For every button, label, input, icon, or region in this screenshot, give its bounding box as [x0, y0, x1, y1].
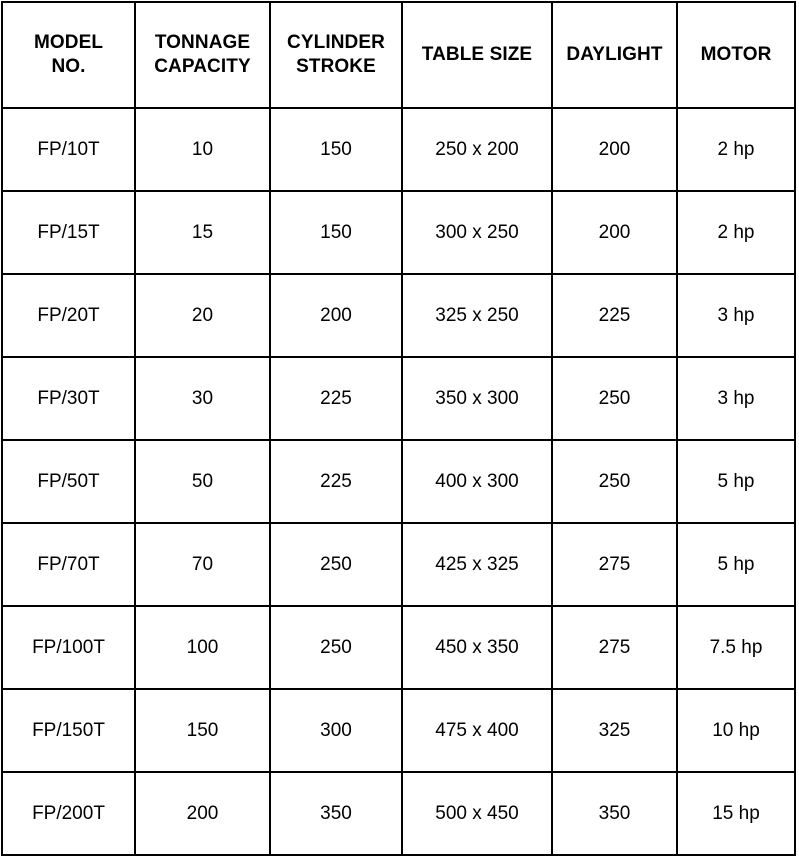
- cell-model: FP/10T: [2, 108, 135, 191]
- cell-tonnage: 15: [135, 191, 270, 274]
- column-header-model-no-line2: NO.: [51, 56, 86, 77]
- table-row: [2, 274, 795, 357]
- cell-motor: 5 hp: [677, 440, 795, 523]
- cell-table-size: 250 x 200: [402, 108, 552, 191]
- column-header-model-no: [2, 2, 135, 108]
- cell-table-size: 450 x 350: [402, 606, 552, 689]
- table-row: [2, 772, 795, 855]
- column-header-cylinder-stroke-line1: CYLINDER: [287, 32, 385, 54]
- table-header: [2, 2, 795, 108]
- cell-table-size: 325 x 250: [402, 274, 552, 357]
- cell-model: FP/100T: [2, 606, 135, 689]
- cell-model: FP/20T: [2, 274, 135, 357]
- cell-daylight: 250: [552, 357, 677, 440]
- column-header-cylinder-stroke-line2: STROKE: [296, 56, 376, 77]
- cell-table-size: 350 x 300: [402, 357, 552, 440]
- cell-daylight: 225: [552, 274, 677, 357]
- column-header-daylight-line1: DAYLIGHT: [566, 44, 663, 66]
- table-row: [2, 191, 795, 274]
- cell-daylight: 200: [552, 108, 677, 191]
- cell-tonnage: 20: [135, 274, 270, 357]
- cell-tonnage: 50: [135, 440, 270, 523]
- cell-motor: 2 hp: [677, 191, 795, 274]
- column-header-tonnage-capacity-line1: TONNAGE: [154, 32, 251, 54]
- cell-tonnage: 200: [135, 772, 270, 855]
- cell-stroke: 225: [270, 357, 402, 440]
- cell-stroke: 225: [270, 440, 402, 523]
- column-header-daylight: [552, 2, 677, 108]
- table-row: [2, 357, 795, 440]
- cell-tonnage: 100: [135, 606, 270, 689]
- cell-stroke: 150: [270, 191, 402, 274]
- table-row: [2, 440, 795, 523]
- cell-motor: 5 hp: [677, 523, 795, 606]
- table-header-row: [2, 2, 795, 108]
- cell-motor: 7.5 hp: [677, 606, 795, 689]
- cell-model: FP/200T: [2, 772, 135, 855]
- cell-tonnage: 10: [135, 108, 270, 191]
- column-header-tonnage-capacity: [135, 2, 270, 108]
- cell-stroke: 200: [270, 274, 402, 357]
- column-header-motor-line1: MOTOR: [700, 44, 772, 66]
- column-header-tonnage-capacity-line2: CAPACITY: [154, 56, 251, 77]
- cell-daylight: 275: [552, 523, 677, 606]
- cell-motor: 10 hp: [677, 689, 795, 772]
- cell-tonnage: 70: [135, 523, 270, 606]
- column-header-model-no-line1: MODEL: [33, 32, 104, 54]
- cell-tonnage: 30: [135, 357, 270, 440]
- column-header-table-size-line1: TABLE SIZE: [421, 44, 533, 66]
- cell-model: FP/15T: [2, 191, 135, 274]
- cell-stroke: 150: [270, 108, 402, 191]
- cell-model: FP/150T: [2, 689, 135, 772]
- table-row: [2, 606, 795, 689]
- table-row: [2, 689, 795, 772]
- cell-tonnage: 150: [135, 689, 270, 772]
- cell-stroke: 300: [270, 689, 402, 772]
- table-row: [2, 523, 795, 606]
- cell-table-size: 500 x 450: [402, 772, 552, 855]
- cell-table-size: 400 x 300: [402, 440, 552, 523]
- cell-motor: 3 hp: [677, 357, 795, 440]
- column-header-table-size: [402, 2, 552, 108]
- cell-model: FP/50T: [2, 440, 135, 523]
- cell-table-size: 475 x 400: [402, 689, 552, 772]
- cell-daylight: 325: [552, 689, 677, 772]
- cell-stroke: 250: [270, 606, 402, 689]
- cell-motor: 2 hp: [677, 108, 795, 191]
- cell-model: FP/70T: [2, 523, 135, 606]
- table-body: [2, 108, 795, 855]
- cell-motor: 15 hp: [677, 772, 795, 855]
- specification-table: [1, 1, 796, 856]
- cell-daylight: 250: [552, 440, 677, 523]
- column-header-motor: [677, 2, 795, 108]
- cell-table-size: 425 x 325: [402, 523, 552, 606]
- cell-model: FP/30T: [2, 357, 135, 440]
- cell-table-size: 300 x 250: [402, 191, 552, 274]
- table-row: [2, 108, 795, 191]
- cell-daylight: 275: [552, 606, 677, 689]
- cell-stroke: 250: [270, 523, 402, 606]
- cell-motor: 3 hp: [677, 274, 795, 357]
- cell-daylight: 350: [552, 772, 677, 855]
- cell-stroke: 350: [270, 772, 402, 855]
- cell-daylight: 200: [552, 191, 677, 274]
- column-header-cylinder-stroke: [270, 2, 402, 108]
